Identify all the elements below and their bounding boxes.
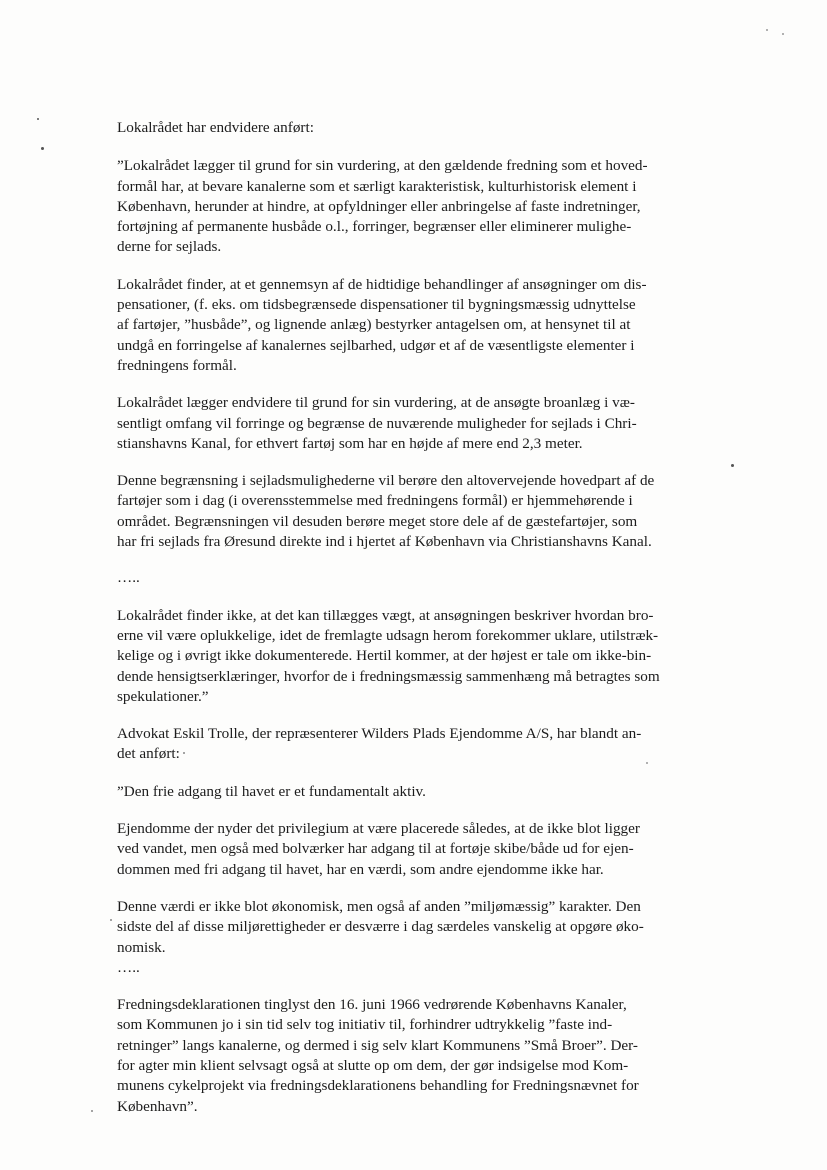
text-line: munens cykelprojekt via fredningsdeklarationens behandling for Fredningsnævnet for	[117, 1077, 639, 1095]
text-line: det anført:	[117, 745, 180, 763]
paragraph-quote-3	[117, 393, 707, 454]
text-line: København”.	[117, 1097, 198, 1115]
text-line: Ejendomme der nyder det privilegium at være placerede således, at de ikke blot ligger	[117, 820, 640, 838]
text-line: dende hensigtserklæringer, hvorfor de i fredningsmæssig sammenhæng må betragtes som	[117, 667, 660, 685]
text-line: kelige og i øvrigt ikke dokumenterede. Hertil kommer, at der højest er tale om ikke-bin-	[117, 647, 652, 665]
text-line: Fredningsdeklarationen tinglyst den 16. juni 1966 vedrørende Københavns Kanaler,	[117, 996, 627, 1014]
scan-speck	[41, 147, 44, 150]
text-line: erne vil være oplukkelige, idet de fremlagte udsagn herom forekommer uklare, utilstræk-	[117, 626, 659, 644]
text-line: stianshavns Kanal, for ethvert fartøj som har en højde af mere end 2,3 meter.	[117, 434, 583, 452]
text-line: sidste del af disse miljørettigheder er desværre i dag særdeles vanskelig at opgøre øko-	[117, 918, 644, 936]
text-line: af fartøjer, ”husbåde”, og lignende anlæg) bestyrker antagelsen om, at hensynet til at	[117, 316, 631, 334]
paragraph-quote-8	[117, 897, 707, 958]
text-line: har fri sejlads fra Øresund direkte ind i hjertet af København via Christianshavns Kanal.	[117, 533, 652, 551]
paragraph-quote-2	[117, 275, 707, 376]
text-line: Lokalrådet har endvidere anført:	[117, 119, 314, 136]
text-line: ”Den frie adgang til havet er et fundamentalt aktiv.	[117, 782, 426, 800]
text-line: ved vandet, men også med bolværker har adgang til at fortøje skibe/både ud for ejen-	[117, 840, 634, 858]
text-line: …..	[117, 569, 140, 587]
text-line: sentligt omfang vil forringe og begrænse de nuværende muligheder for sejlads i Chri-	[117, 414, 637, 432]
text-line: formål har, at bevare kanalerne som et særligt karakteristisk, kulturhistorisk element i	[117, 177, 637, 195]
paragraph-quote-4	[117, 471, 707, 552]
paragraph-quote-9	[117, 995, 707, 1117]
paragraph-quote-1	[117, 156, 707, 257]
text-line: retninger” langs kanalerne, og dermed i sig selv klart Kommunens ”Små Broer”. Der-	[117, 1036, 638, 1054]
text-line: ”Lokalrådet lægger til grund for sin vurdering, at den gældende fredning som et hoved-	[117, 157, 648, 175]
text-line: fortøjning af permanente husbåde o.l., forringer, begrænser eller eliminerer mulighe-	[117, 218, 632, 236]
scan-speck	[183, 752, 185, 754]
document-body	[117, 118, 707, 1117]
scan-speck	[646, 762, 648, 764]
paragraph-ellipsis-1	[117, 568, 707, 588]
text-line: Lokalrådet finder ikke, at det kan tillægges vægt, at ansøgningen beskriver hvordan bro-	[117, 606, 654, 624]
text-line: …..	[117, 958, 140, 976]
text-line: pensationer, (f. eks. om tidsbegrænsede dispensationer til bygningsmæssig udnyttelse	[117, 296, 636, 314]
paragraph-intro	[117, 118, 707, 138]
scan-speck	[91, 1110, 93, 1112]
text-line: nomisk.	[117, 938, 166, 956]
scan-speck	[37, 118, 39, 120]
paragraph-ellipsis-2	[117, 958, 707, 978]
text-line: Denne værdi er ikke blot økonomisk, men også af anden ”miljømæssig” karakter. Den	[117, 897, 641, 915]
text-line: fredningens formål.	[117, 356, 237, 374]
scan-speck	[766, 29, 768, 31]
scan-speck	[782, 33, 784, 35]
text-line: for agter min klient selvsagt også at slutte op om dem, der gør indsigelse mod Kom-	[117, 1056, 629, 1074]
paragraph-quote-7	[117, 819, 707, 880]
text-line: fartøjer som i dag (i overensstemmelse med fredningens formål) er hjemmehørende i	[117, 492, 633, 510]
text-line: spekulationer.”	[117, 687, 209, 705]
text-line: Lokalrådet lægger endvidere til grund for sin vurdering, at de ansøgte broanlæg i væ-	[117, 394, 635, 412]
text-line: undgå en forringelse af kanalernes sejlbarhed, udgør et af de væsentligste elementer i	[117, 336, 635, 354]
text-line: dommen med fri adgang til havet, har en værdi, som andre ejendomme ikke har.	[117, 860, 604, 878]
text-line: Denne begrænsning i sejladsmulighederne vil berøre den altovervejende hovedpart af de	[117, 472, 655, 490]
text-line: som Kommunen jo i sin tid selv tog initiativ til, forhindrer udtrykkelig ”faste ind-	[117, 1016, 613, 1034]
scan-speck	[110, 919, 112, 921]
text-line: København, herunder at hindre, at opfyldninger eller anbringelse af faste indretninger,	[117, 197, 641, 215]
text-line: området. Begrænsningen vil desuden berøre meget store dele af de gæstefartøjer, som	[117, 512, 638, 530]
text-line: Advokat Eskil Trolle, der repræsenterer Wilders Plads Ejendomme A/S, har blandt an-	[117, 725, 642, 743]
scan-speck	[731, 464, 734, 467]
paragraph-quote-5	[117, 606, 707, 707]
paragraph-advokat	[117, 724, 707, 765]
text-line: derne for sejlads.	[117, 238, 222, 256]
paragraph-quote-6	[117, 782, 707, 802]
text-line: Lokalrådet finder, at et gennemsyn af de hidtidige behandlinger af ansøgninger om dis-	[117, 275, 647, 293]
